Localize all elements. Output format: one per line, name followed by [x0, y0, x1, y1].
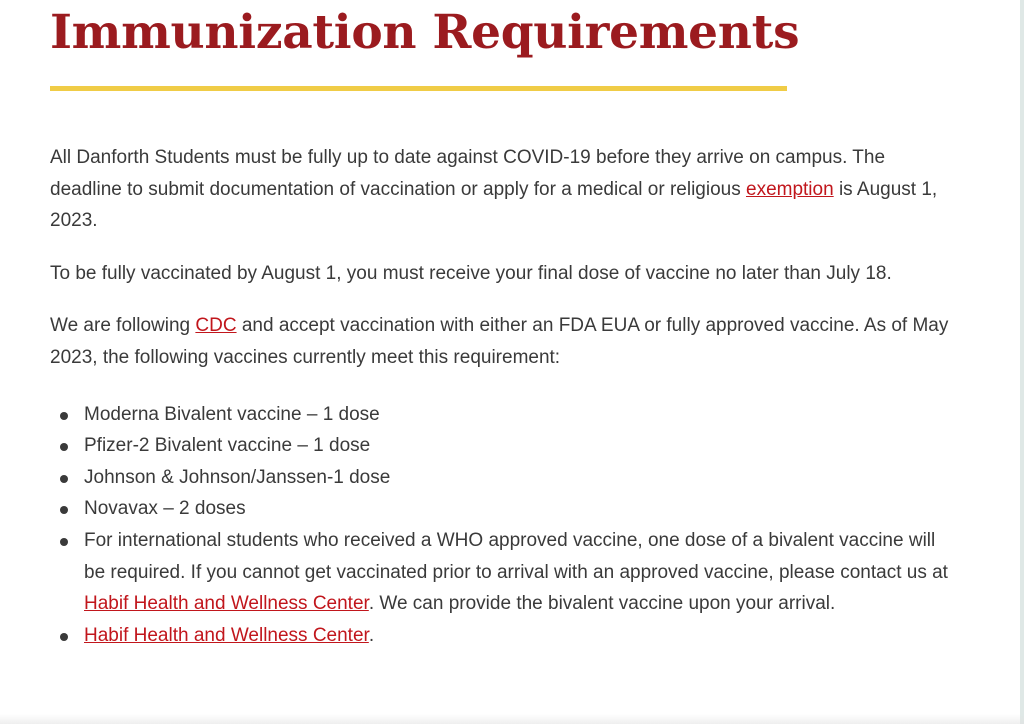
cdc-text-after: and accept vaccination with either an FDA EUA or fully approved vaccine. As of May 2023, the following vaccines currently meet this requirement:	[50, 315, 949, 368]
list-item	[50, 493, 950, 525]
vaccine-novavax: Novavax – 2 doses	[84, 498, 246, 520]
article-body	[50, 142, 950, 647]
bullet-icon	[60, 443, 68, 451]
list-item	[50, 462, 950, 494]
bullet-icon	[60, 475, 68, 483]
deadline-date-text: is August 1, 2023.	[50, 178, 938, 232]
title-underline	[50, 86, 787, 91]
cdc-text-before: We are following	[50, 315, 196, 337]
list-item	[50, 620, 950, 652]
window-edge	[1020, 0, 1024, 724]
habif-link-bottom[interactable]: Habif Health and Wellness Center	[84, 624, 369, 646]
deadline-paragraph	[50, 142, 950, 237]
final-dose-paragraph: To be fully vaccinated by August 1, you must receive your final dose of vaccine no later than July 18.	[50, 262, 892, 284]
bullet-icon	[60, 538, 68, 546]
bullet-icon	[60, 412, 68, 420]
bullet-icon	[60, 506, 68, 514]
scroll-fade	[0, 714, 1024, 724]
page-title: Immunization Requirements	[50, 5, 800, 60]
cdc-link[interactable]: CDC	[195, 315, 237, 337]
list-item	[50, 430, 950, 462]
vaccine-moderna: Moderna Bivalent vaccine – 1 dose	[84, 403, 380, 425]
period-text: .	[368, 624, 375, 646]
cdc-paragraph	[50, 310, 950, 373]
vaccine-pfizer: Pfizer-2 Bivalent vaccine – 1 dose	[84, 435, 371, 457]
list-item	[50, 399, 950, 431]
exemption-link[interactable]: exemption	[746, 178, 834, 200]
vaccine-list	[50, 399, 950, 652]
international-text: For international students who received a WHO approved vaccine, one dose of a bivalent vaccine will be required. If you cannot get vaccinated prior to arrival with an approved vaccine, please contact us at	[84, 529, 948, 583]
habif-link[interactable]: Habif Health and Wellness Center	[84, 593, 369, 615]
bullet-icon	[60, 633, 68, 641]
list-item	[50, 525, 950, 620]
vaccine-janssen: Johnson & Johnson/Janssen-1 dose	[84, 466, 391, 488]
international-text-after: . We can provide the bivalent vaccine upon your arrival.	[368, 593, 836, 615]
deadline-text: All Danforth Students must be fully up to date against COVID-19 before they arrive on campus. The deadline to submit documentation of vaccination or apply for a medical or religious	[50, 147, 886, 200]
